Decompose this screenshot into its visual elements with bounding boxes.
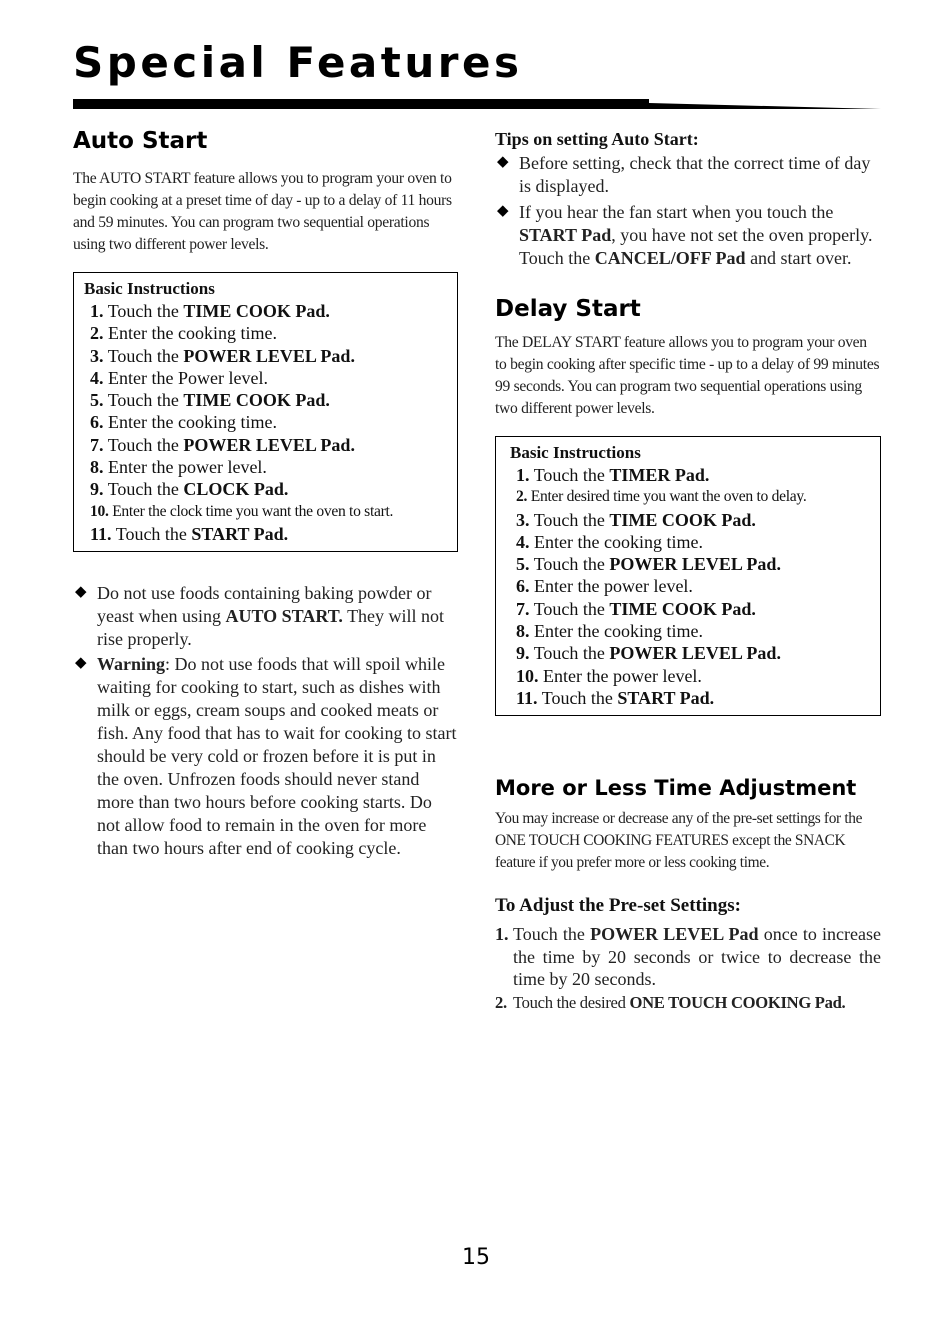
instruction-step <box>84 367 445 389</box>
instruction-step <box>84 322 445 344</box>
step-number: 10. <box>90 502 109 520</box>
tip-item <box>495 201 881 270</box>
step-number: 5. <box>516 554 530 575</box>
step-pad-name: CLOCK Pad. <box>183 479 289 500</box>
instruction-step <box>84 456 445 478</box>
auto-start-instructions-box <box>73 272 458 552</box>
step-number: 5. <box>90 390 104 411</box>
tip-bold: CANCEL/OFF Pad <box>594 248 746 268</box>
step-number: 6. <box>516 576 530 597</box>
step-text: Touch the <box>533 465 610 485</box>
tips-heading: Tips on setting Auto Start: <box>495 129 699 149</box>
step-number: 2. <box>90 323 104 344</box>
step-pad-name: START Pad. <box>617 687 715 708</box>
tip-text: Before setting, check that the correct time of day is displayed. <box>519 153 871 196</box>
step-text: once to increase the time by 20 seconds or twice to decrease the time by 20 seconds. <box>513 924 882 989</box>
more-less-intro: You may increase or decrease any of the pre-set settings for the ONE TOUCH COOKING FEATURES except the SNACK feature if you prefer more or less cooking time. <box>495 810 863 872</box>
step-number: 2. <box>516 488 528 506</box>
step-text: Touch the <box>533 598 610 619</box>
step-number: 10. <box>516 665 539 686</box>
step-pad-name: TIME COOK Pad. <box>183 301 330 321</box>
delay-start-instructions-box <box>495 436 881 716</box>
step-text: Touch the <box>533 509 610 530</box>
instruction-step <box>510 598 868 620</box>
note-bold: AUTO START. <box>225 606 343 627</box>
step-text: Enter the cooking time. <box>534 621 703 642</box>
step-text: Touch the <box>107 390 184 411</box>
more-less-heading: More or Less Time Adjustment <box>495 776 857 801</box>
instruction-step <box>510 687 868 709</box>
step-number: 3. <box>90 345 104 366</box>
auto-start-box-title: Basic Instructions <box>84 279 215 298</box>
diamond-bullet-icon: ◆ <box>497 203 509 219</box>
note-list-item <box>73 653 458 860</box>
step-number: 8. <box>516 621 530 642</box>
instruction-step <box>510 486 868 508</box>
tip-bold: START Pad <box>519 225 612 245</box>
adjust-steps <box>495 923 881 1014</box>
adjust-heading: To Adjust the Pre-set Settings: <box>495 895 741 917</box>
step-number: 1. <box>90 301 104 321</box>
step-text: Touch the <box>533 554 610 575</box>
delay-start-steps <box>510 464 868 709</box>
page-title: Special Features <box>73 38 523 87</box>
step-text: Enter the power level. <box>543 665 702 686</box>
step-bold: ONE TOUCH COOKING Pad. <box>629 993 846 1013</box>
warning-label: Warning <box>97 654 166 675</box>
instruction-step <box>510 665 868 687</box>
instruction-step <box>84 434 445 456</box>
step-number: 4. <box>516 531 530 552</box>
step-pad-name: TIMER Pad. <box>609 465 710 485</box>
step-text: Enter the cooking time. <box>108 323 277 344</box>
step-text: Enter the power level. <box>534 576 693 597</box>
step-text: Touch the <box>533 643 610 664</box>
step-text: Touch the <box>107 479 184 500</box>
step-number: 11. <box>516 687 538 708</box>
tip-text: and start over. <box>745 248 852 268</box>
step-number: 11. <box>90 523 112 544</box>
step-number: 1. <box>495 924 509 945</box>
step-text: Enter the Power level. <box>108 367 268 388</box>
step-text: Enter the cooking time. <box>534 531 703 552</box>
auto-start-notes <box>73 582 458 860</box>
diamond-bullet-icon: ◆ <box>75 584 87 601</box>
note-list-item <box>73 582 458 651</box>
tip-item <box>495 152 881 198</box>
step-number: 6. <box>90 412 104 433</box>
step-pad-name: POWER LEVEL Pad. <box>609 554 781 575</box>
instruction-step <box>84 300 445 322</box>
instruction-step <box>84 523 445 545</box>
step-bold: POWER LEVEL Pad <box>590 924 759 945</box>
auto-start-steps <box>84 300 445 545</box>
step-text: Enter the cooking time. <box>108 412 277 433</box>
instruction-step <box>510 464 868 486</box>
instruction-step <box>510 531 868 553</box>
auto-start-heading: Auto Start <box>73 128 208 154</box>
step-text: Enter desired time you want the oven to delay. <box>530 488 807 506</box>
delay-start-box-title: Basic Instructions <box>510 443 641 462</box>
instruction-step <box>510 553 868 575</box>
title-rule <box>73 99 881 109</box>
page-number: 15 <box>462 1245 490 1270</box>
step-number: 9. <box>90 479 104 500</box>
step-number: 9. <box>516 643 530 664</box>
step-number: 4. <box>90 367 104 388</box>
step-pad-name: POWER LEVEL Pad. <box>609 643 781 664</box>
instruction-step <box>510 509 868 531</box>
tips-list <box>495 152 881 270</box>
instruction-step <box>84 345 445 367</box>
note-text: Do not use foods containing baking powder or yeast when using <box>97 583 432 627</box>
warning-text: : Do not use foods that will spoil while waiting for cooking to start, such as dishes with milk or eggs, cream soups and cooked meats or fish. Any food that has to wait for cooking to start should be very cold or frozen before it is put in the oven. Unfrozen foods should never stand more than two hours before cooking starts. Do not allow food to remain in the oven for more than two hours after end of cooking cycle. <box>97 654 457 859</box>
step-text: Touch the <box>513 924 591 945</box>
step-number: 3. <box>516 509 530 530</box>
diamond-bullet-icon: ◆ <box>75 655 87 672</box>
instruction-step <box>84 478 445 500</box>
instruction-step <box>510 620 868 642</box>
step-number: 2. <box>495 993 507 1013</box>
delay-start-intro: The DELAY START feature allows you to program your oven to begin cooking after specific time - up to a delay of 99 minutes 99 seconds. You can program two sequential operations using two different power levels. <box>495 334 880 417</box>
instruction-step <box>510 642 868 664</box>
step-pad-name: POWER LEVEL Pad. <box>183 434 355 455</box>
step-text: Enter the clock time you want the oven to start. <box>112 502 394 520</box>
step-number: 7. <box>516 598 530 619</box>
note-text: They will not rise properly. <box>97 606 445 650</box>
step-text: Enter the power level. <box>108 457 267 478</box>
step-pad-name: TIME COOK Pad. <box>609 598 756 619</box>
step-text: Touch the <box>541 687 618 708</box>
instruction-step <box>510 575 868 597</box>
step-text: Touch the <box>107 345 184 366</box>
instruction-step <box>84 501 445 523</box>
step-pad-name: TIME COOK Pad. <box>609 509 756 530</box>
step-pad-name: START Pad. <box>191 523 289 544</box>
delay-start-heading: Delay Start <box>495 296 641 322</box>
tip-text: , you have not set the oven properly. Touch the <box>519 225 873 268</box>
step-text: Touch the desired <box>513 993 630 1013</box>
step-text: Touch the <box>115 523 192 544</box>
step-number: 1. <box>516 465 530 485</box>
step-number: 7. <box>90 434 104 455</box>
instruction-step <box>84 389 445 411</box>
step-text: Touch the <box>107 434 184 455</box>
adjust-step <box>495 923 881 990</box>
diamond-bullet-icon: ◆ <box>497 154 509 170</box>
instruction-step <box>84 411 445 433</box>
adjust-step <box>495 992 881 1014</box>
step-text: Touch the <box>107 301 184 321</box>
left-column <box>73 128 458 860</box>
step-pad-name: POWER LEVEL Pad. <box>183 345 355 366</box>
right-column <box>495 128 881 1014</box>
step-pad-name: TIME COOK Pad. <box>183 390 330 411</box>
auto-start-intro: The AUTO START feature allows you to program your oven to begin cooking at a preset time of day - up to a delay of 11 hours and 59 minutes. You can program two sequential operations using two different power levels. <box>73 170 452 253</box>
tip-text: If you hear the fan start when you touch the <box>519 202 834 222</box>
step-number: 8. <box>90 457 104 478</box>
